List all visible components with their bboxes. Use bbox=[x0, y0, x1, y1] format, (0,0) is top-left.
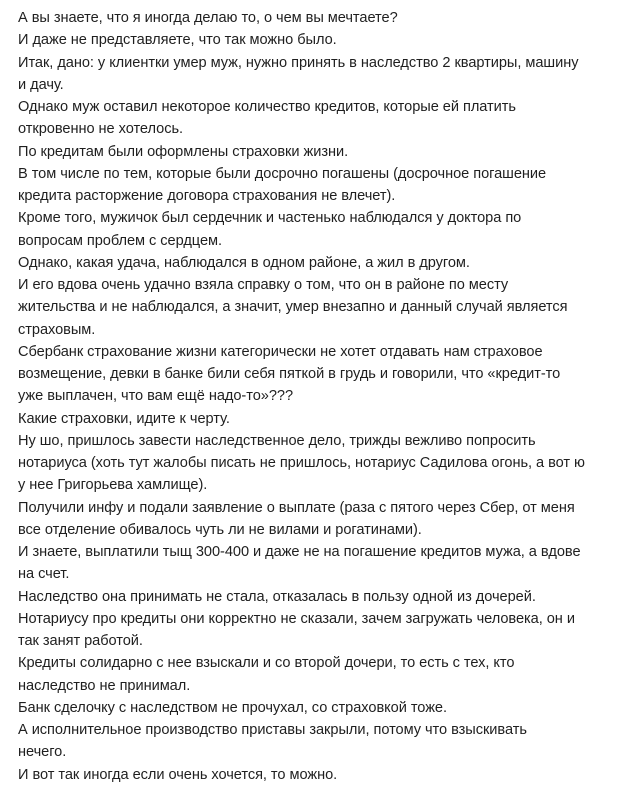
text-line: нечего. bbox=[18, 744, 67, 761]
text-line: возмещение, девки в банке били себя пяткой в грудь и говорили, что «кредит-то bbox=[18, 366, 561, 382]
text-line: жительства и не наблюдался, а значит, умер внезапно и данный случай является bbox=[18, 299, 568, 316]
text-line: Однако муж оставил некоторое количество кредитов, которые ей платить bbox=[18, 99, 516, 115]
text-line: уже выплачен, что вам ещё надо-то»??? bbox=[18, 388, 294, 405]
text-line: В том числе по тем, которые были досрочно погашены (досрочное погашение bbox=[18, 165, 547, 182]
text-line: По кредитам были оформлены страховки жизни. bbox=[18, 143, 349, 160]
text-line: Нотариусу про кредиты они корректно не сказали, зачем загружать человека, он и bbox=[18, 610, 575, 627]
text-line: Сбербанк страхование жизни категорически не хотет отдавать нам страховое bbox=[18, 343, 543, 360]
text-line: Получили инфу и подали заявление о выплате (раза с пятого через Сбер, от меня bbox=[18, 499, 575, 516]
text-line: Однако, какая удача, наблюдался в одном районе, а жил в другом. bbox=[18, 254, 470, 271]
text-line: Итак, дано: у клиентки умер муж, нужно принять в наследство 2 квартиры, машину bbox=[18, 54, 579, 71]
text-line: страховым. bbox=[18, 321, 96, 338]
text-line: нотариуса (хоть тут жалобы писать не пришлось, нотариус Садилова огонь, а вот ю bbox=[18, 455, 585, 471]
text-line: на счет. bbox=[18, 566, 70, 583]
text-line: наследство не принимал. bbox=[18, 677, 191, 694]
text-line: И вот так иногда если очень хочется, то можно. bbox=[18, 766, 338, 783]
text-line: Какие страховки, идите к черту. bbox=[18, 410, 230, 427]
text-line: Ну шо, пришлось завести наследственное дело, трижды вежливо попросить bbox=[18, 432, 536, 449]
text-line: Банк сделочку с наследством не прочухал, со страховкой тоже. bbox=[18, 699, 447, 716]
text-line: И даже не представляете, что так можно было. bbox=[18, 32, 337, 49]
text-line: у нее Григорьева хамлище). bbox=[18, 477, 208, 494]
text-line: все отделение обивалось чуть ли не вилами и рогатинами). bbox=[18, 521, 422, 538]
text-line: Наследство она принимать не стала, отказалась в пользу одной из дочерей. bbox=[18, 588, 536, 605]
text-line: И знаете, выплатили тыщ 300-400 и даже не на погашение кредитов мужа, а вдове bbox=[18, 544, 581, 560]
text-line: А исполнительное производство приставы закрыли, потому что взыскивать bbox=[18, 722, 527, 738]
text-line: и дачу. bbox=[18, 76, 64, 93]
text-line: А вы знаете, что я иногда делаю то, о чем вы мечтаете? bbox=[18, 10, 398, 26]
text-line: Кредиты солидарно с нее взыскали и со второй дочери, то есть с тех, кто bbox=[18, 655, 515, 672]
text-line: кредита расторжение договора страхования не влечет). bbox=[18, 188, 396, 204]
text-line: так занят работой. bbox=[18, 633, 143, 649]
text-line: Кроме того, мужичок был сердечник и частенько наблюдался у доктора по bbox=[18, 210, 522, 227]
post-text bbox=[18, 7, 630, 786]
text-line: И его вдова очень удачно взяла справку о том, что он в районе по месту bbox=[18, 277, 509, 293]
text-line: откровенно не хотелось. bbox=[18, 121, 184, 138]
text-line: вопросам проблем с сердцем. bbox=[18, 232, 223, 249]
